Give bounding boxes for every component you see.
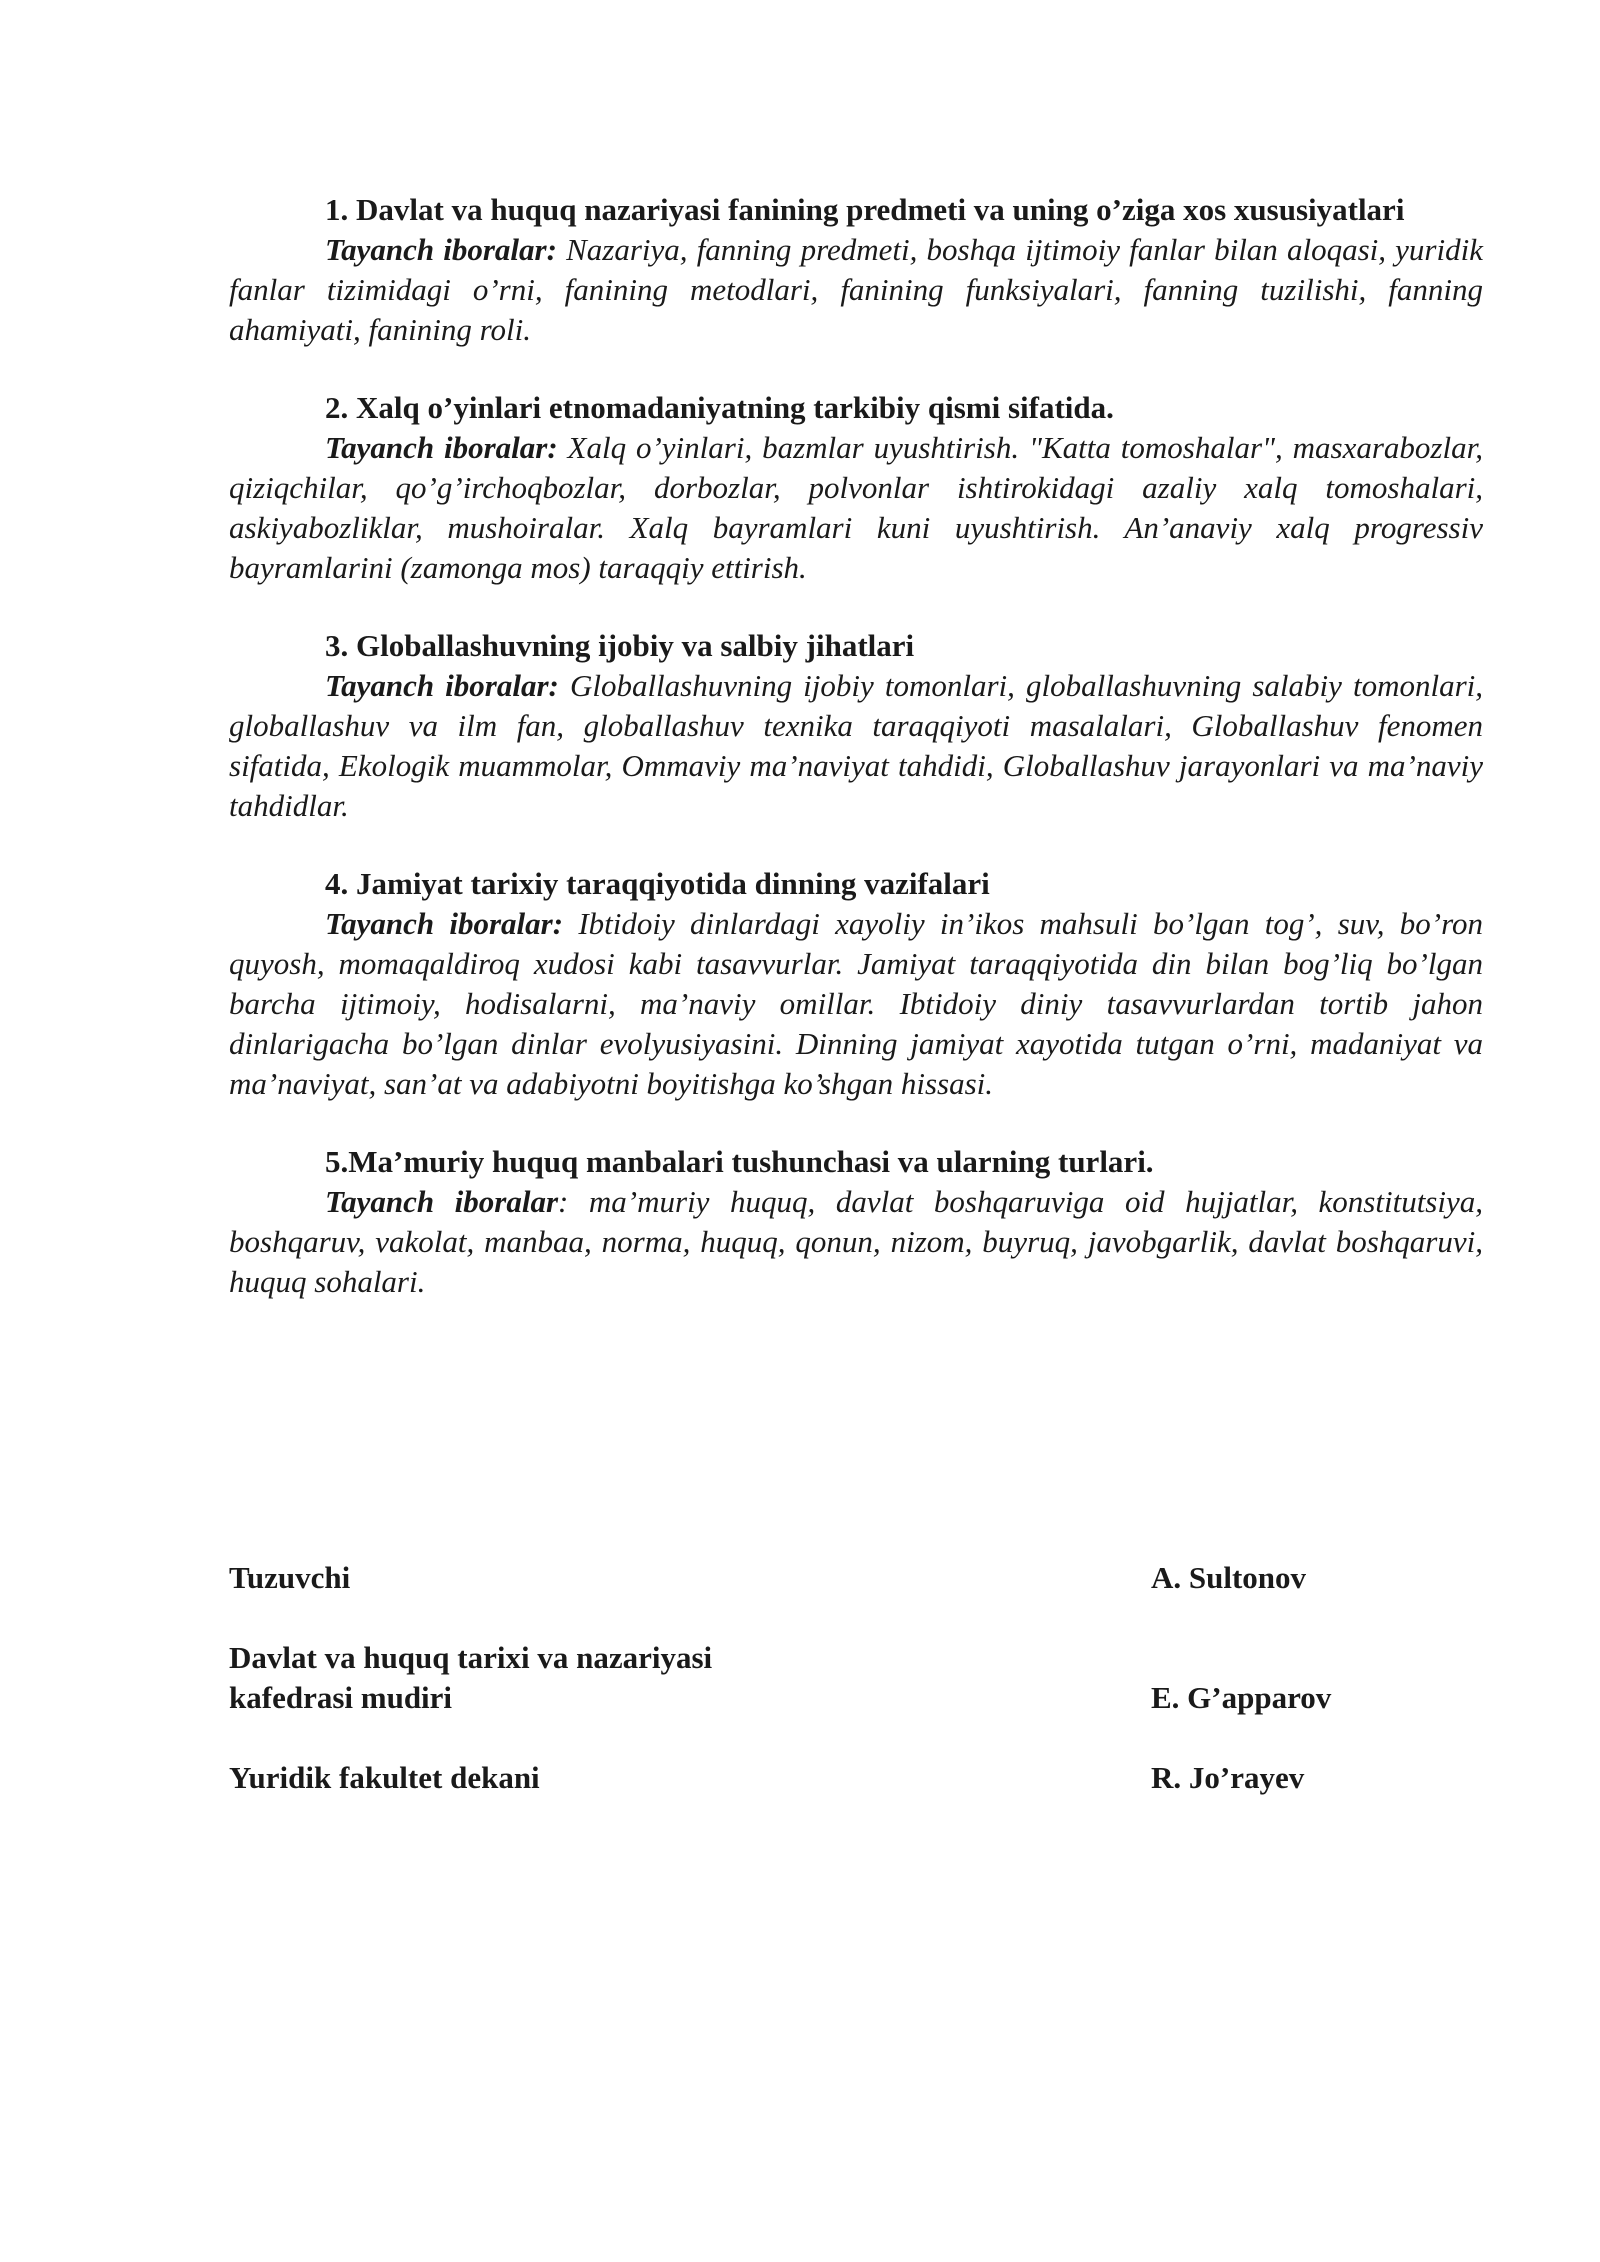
signature-row <box>229 1638 1483 1718</box>
section-3 <box>229 626 1483 826</box>
keywords-text: : ma’muriy huquq, davlat boshqaruviga oid hujjatlar, konstitutsiya, boshqaruv, vakolat, manbaa, norma, huquq, qonun, nizom, buyruq, javobgarlik, davlat boshqaruvi, huquq sohalari. <box>229 1184 1483 1299</box>
section-1 <box>229 190 1483 350</box>
keywords-label: Tayanch iboralar <box>325 1184 559 1219</box>
signature-name: A. Sultonov <box>1151 1560 1307 1595</box>
keywords-label: Tayanch iboralar: <box>325 430 558 465</box>
section-5 <box>229 1142 1483 1302</box>
signature-role: Tuzuvchi <box>229 1560 351 1595</box>
keywords-label: Tayanch iboralar: <box>325 232 557 267</box>
document-body <box>229 190 1483 1340</box>
signature-role: Yuridik fakultet dekani <box>229 1760 540 1795</box>
section-heading: 4. Jamiyat tarixiy taraqqiyotida dinning vazifalari <box>325 866 990 901</box>
signature-role: Davlat va huquq tarixi va nazariyasi kafedrasi mudiri <box>229 1640 713 1715</box>
section-heading: 5.Ma’muriy huquq manbalari tushunchasi va ularning turlari. <box>325 1144 1154 1179</box>
signature-name: R. Jo’rayev <box>1151 1760 1305 1795</box>
keywords-text: Globallashuvning ijobiy tomonlari, globallashuvning salabiy tomonlari, globallashuv va ilm fan, globallashuv texnika taraqqiyoti masalalari, Globallashuv fenomen sifatida, Ekologik muammolar, Ommaviy ma’naviyat tahdidi, Globallashuv jarayonlari va ma’naviy tahdidlar. <box>229 668 1483 823</box>
section-heading: 3. Globallashuvning ijobiy va salbiy jihatlari <box>325 628 915 663</box>
section-keywords <box>229 904 1483 1104</box>
section-keywords <box>229 230 1483 350</box>
section-keywords <box>229 1182 1483 1302</box>
section-4 <box>229 864 1483 1104</box>
section-keywords <box>229 428 1483 588</box>
keywords-text: Xalq o’yinlari, bazmlar uyushtirish. "Katta tomoshalar", masxarabozlar, qiziqchilar, qo’g’irchoqbozlar, dorbozlar, polvonlar ishtirokidagi azaliy xalq tomoshalari, askiyabozliklar, mushoiralar. Xalq bayramlari kuni uyushtirish. An’anaviy xalq progressiv bayramlarini (zamonga mos) taraqqiy ettirish. <box>229 430 1483 585</box>
signature-row <box>229 1758 1483 1798</box>
section-heading: 2. Xalq o’yinlari etnomadaniyatning tarkibiy qismi sifatida. <box>325 390 1114 425</box>
section-keywords <box>229 666 1483 826</box>
signature-block <box>229 1558 1483 1838</box>
signature-row <box>229 1558 1483 1598</box>
signature-name: E. G’apparov <box>1151 1680 1332 1715</box>
keywords-label: Tayanch iboralar: <box>325 906 564 941</box>
keywords-text: Ibtidoiy dinlardagi xayoliy in’ikos mahsuli bo’lgan tog’, suv, bo’ron quyosh, momaqaldiroq xudosi kabi tasavvurlar. Jamiyat taraqqiyotida din bilan bog’liq bo’lgan barcha ijtimoiy, hodisalarni, ma’naviy omillar. Ibtidoiy diniy tasavvurlardan tortib jahon dinlarigacha bo’lgan dinlar evolyusiyasini. Dinning jamiyat xayotida tutgan o’rni, madaniyat va ma’naviyat, san’at va adabiyotni boyitishga ko’shgan hissasi. <box>229 906 1483 1101</box>
keywords-text: Nazariya, fanning predmeti, boshqa ijtimoiy fanlar bilan aloqasi, yuridik fanlar tizimidagi o’rni, fanining metodlari, fanining funksiyalari, fanning tuzilishi, fanning ahamiyati, fanining roli. <box>229 232 1483 347</box>
keywords-label: Tayanch iboralar: <box>325 668 559 703</box>
section-heading: 1. Davlat va huquq nazariyasi fanining predmeti va uning o’ziga xos xususiyatlari <box>325 192 1405 227</box>
section-2 <box>229 388 1483 588</box>
